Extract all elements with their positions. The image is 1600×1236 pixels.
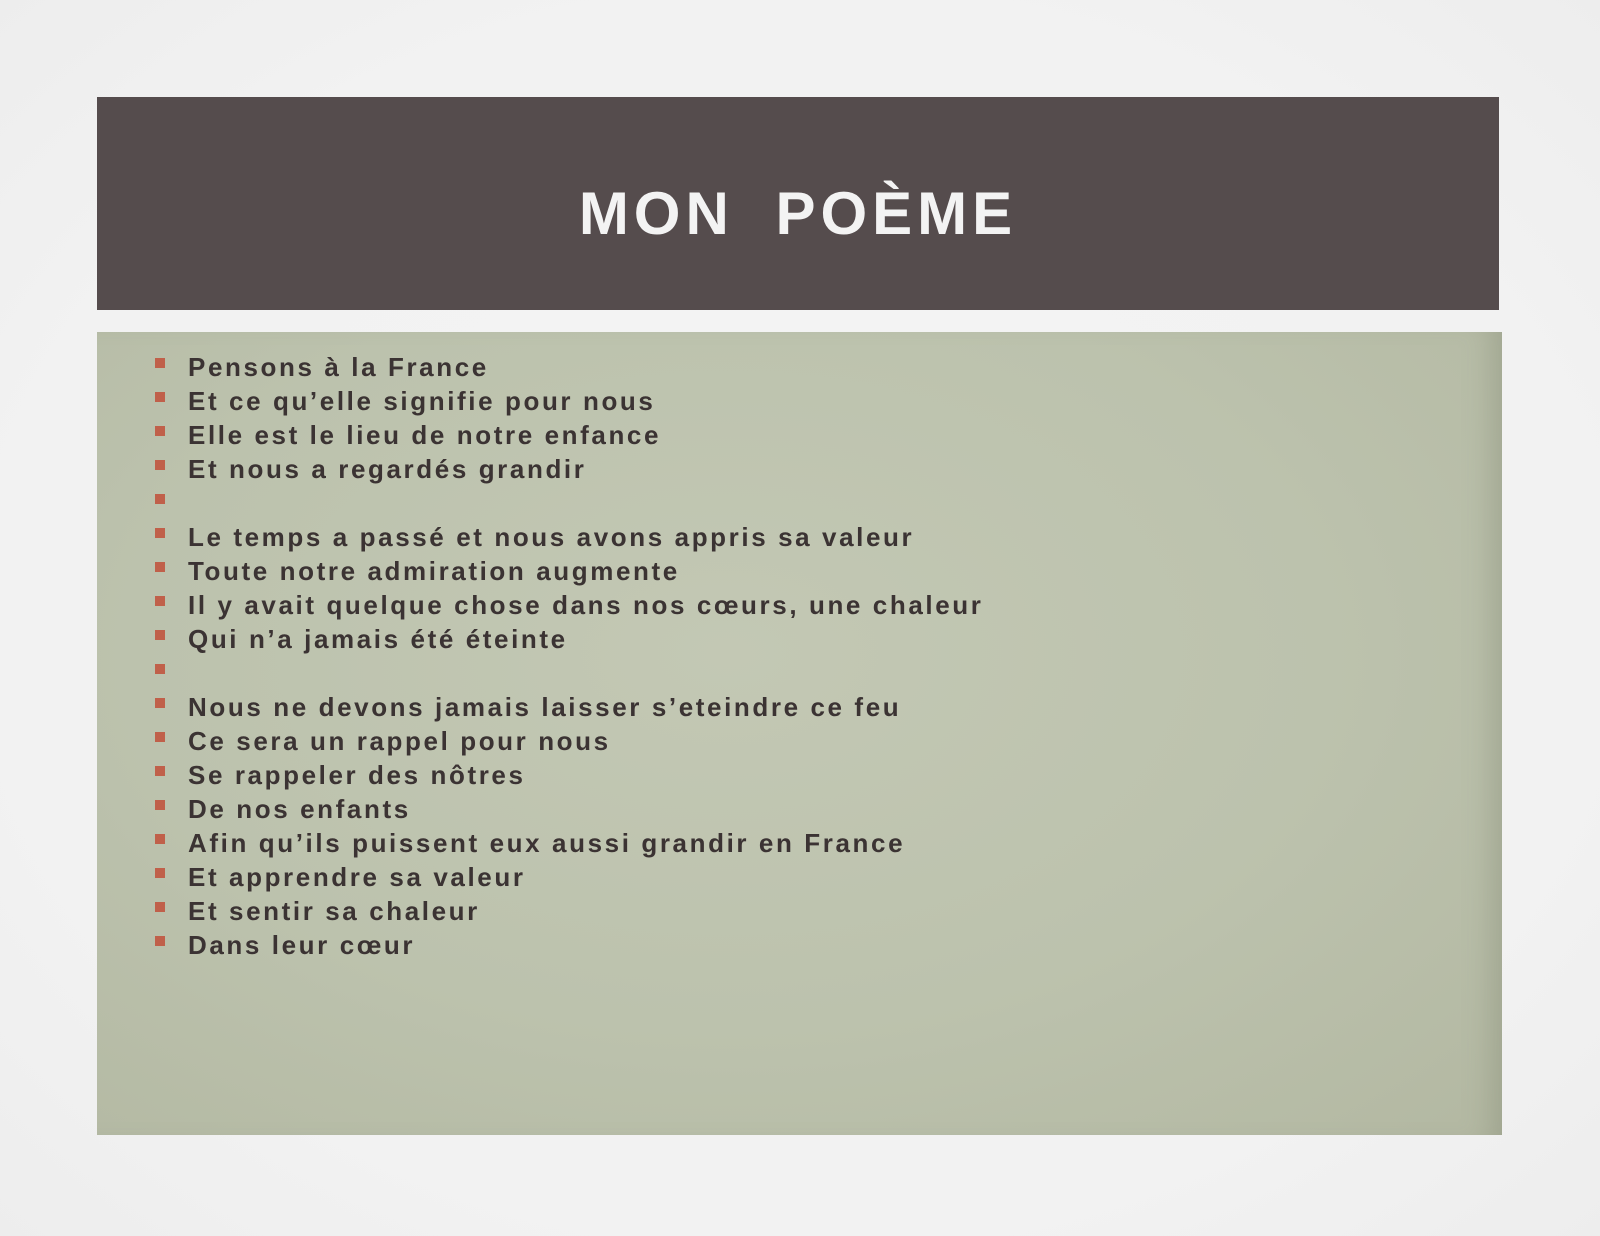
poem-line-text: Qui n’a jamais été éteinte xyxy=(188,623,568,654)
poem-line-text: Et nous a regardés grandir xyxy=(188,453,587,484)
square-bullet-icon xyxy=(155,902,165,912)
square-bullet-icon xyxy=(155,936,165,946)
title-bar xyxy=(97,97,1499,310)
poem-line-text: Dans leur cœur xyxy=(188,929,416,960)
poem-line xyxy=(155,384,984,418)
poem-line xyxy=(155,588,984,622)
poem-line-text: Pensons à la France xyxy=(188,351,489,382)
poem-line xyxy=(155,724,984,758)
poem-line xyxy=(155,894,984,928)
poem-line xyxy=(155,860,984,894)
poem-line-text: Et apprendre sa valeur xyxy=(188,861,526,892)
square-bullet-icon xyxy=(155,528,165,538)
poem-line xyxy=(155,622,984,656)
poem-line xyxy=(155,554,984,588)
poem-line-text: Nous ne devons jamais laisser s’eteindre ce feu xyxy=(188,691,902,722)
square-bullet-icon xyxy=(155,834,165,844)
square-bullet-icon xyxy=(155,392,165,402)
poem-line-text: Et sentir sa chaleur xyxy=(188,895,480,926)
poem-line-text: Elle est le lieu de notre enfance xyxy=(188,419,662,450)
poem-list xyxy=(155,350,984,962)
square-bullet-icon xyxy=(155,664,165,674)
square-bullet-icon xyxy=(155,494,165,504)
square-bullet-icon xyxy=(155,698,165,708)
poem-line xyxy=(155,452,984,486)
square-bullet-icon xyxy=(155,732,165,742)
square-bullet-icon xyxy=(155,596,165,606)
poem-line-text: Afin qu’ils puissent eux aussi grandir en France xyxy=(188,827,906,858)
poem-line xyxy=(155,928,984,962)
poem-line-text: De nos enfants xyxy=(188,793,411,824)
square-bullet-icon xyxy=(155,460,165,470)
poem-line-text: Se rappeler des nôtres xyxy=(188,759,526,790)
square-bullet-icon xyxy=(155,630,165,640)
poem-line-text: Le temps a passé et nous avons appris sa valeur xyxy=(188,521,915,552)
poem-line xyxy=(155,792,984,826)
poem-line xyxy=(155,520,984,554)
square-bullet-icon xyxy=(155,562,165,572)
poem-line xyxy=(155,418,984,452)
poem-line xyxy=(155,826,984,860)
poem-line-text: Et ce qu’elle signifie pour nous xyxy=(188,385,656,416)
poem-line xyxy=(155,758,984,792)
square-bullet-icon xyxy=(155,426,165,436)
slide-title: MON POÈME xyxy=(578,180,1018,247)
square-bullet-icon xyxy=(155,766,165,776)
square-bullet-icon xyxy=(155,868,165,878)
poem-line xyxy=(155,350,984,384)
square-bullet-icon xyxy=(155,358,165,368)
poem-line-text: Il y avait quelque chose dans nos cœurs, une chaleur xyxy=(188,589,984,620)
poem-line xyxy=(155,690,984,724)
poem-line-text: Ce sera un rappel pour nous xyxy=(188,725,611,756)
poem-line-empty xyxy=(155,486,984,520)
poem-line-text: Toute notre admiration augmente xyxy=(188,555,680,586)
square-bullet-icon xyxy=(155,800,165,810)
poem-line-empty xyxy=(155,656,984,690)
content-panel xyxy=(97,332,1502,1135)
